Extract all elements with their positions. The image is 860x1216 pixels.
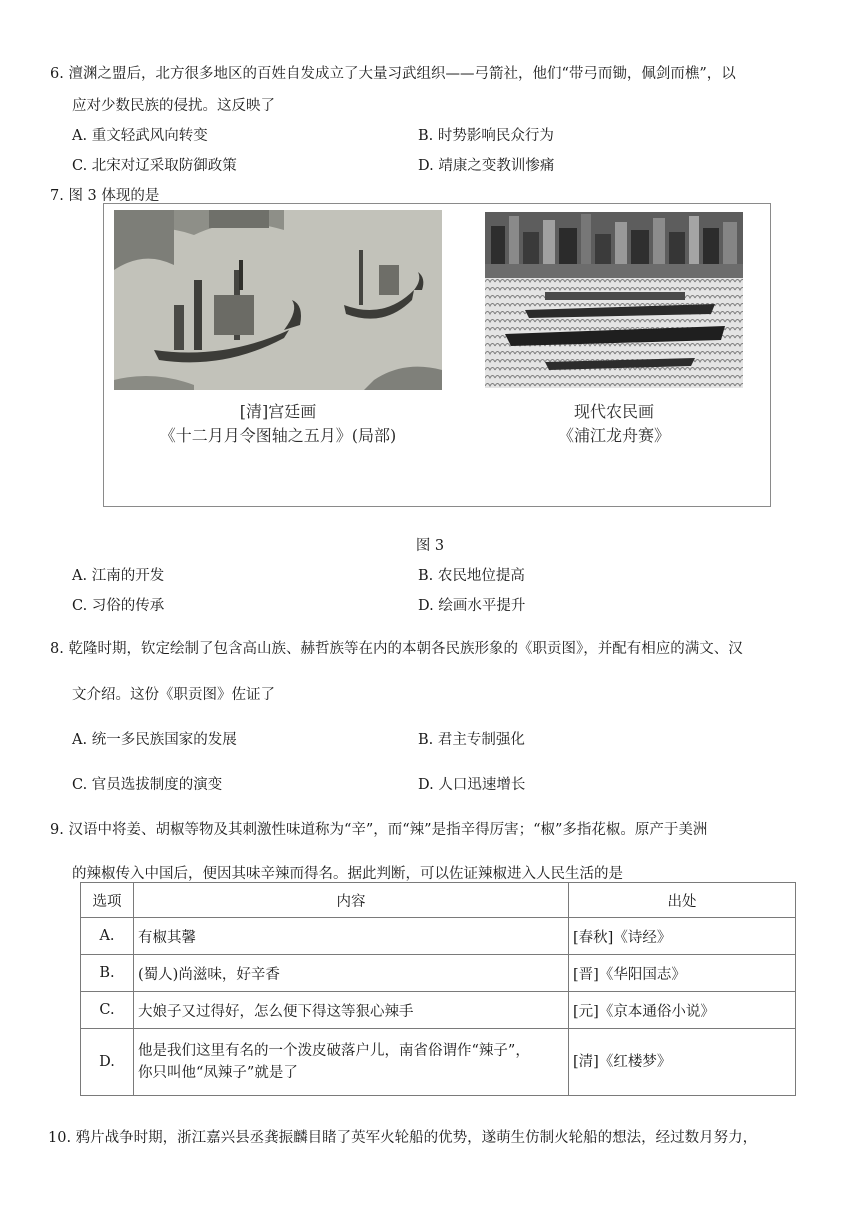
row-b-option: B. [81, 955, 134, 992]
row-c-source: [元]《京本通俗小说》 [569, 992, 796, 1029]
figure-3-label: 图 3 [415, 538, 445, 554]
q8-stem-line1: 8. 乾隆时期，钦定绘制了包含高山族、赫哲族等在内的本朝各民族形象的《职贡图》，并配有相应的满文、汉 [50, 641, 743, 657]
figure-3-frame [103, 203, 771, 507]
table-row [81, 1029, 796, 1096]
row-d-source: [清]《红楼梦》 [569, 1029, 796, 1096]
left-caption-line1: [清]宫廷画 [239, 402, 317, 421]
q6-stem-line2: 应对少数民族的侵扰。这反映了 [72, 98, 275, 114]
pujiang-peasant-painting-image [485, 212, 743, 388]
q6-option-c: C. 北宋对辽采取防御政策 [72, 158, 237, 174]
table-row [81, 918, 796, 955]
row-d-option: D. [81, 1029, 134, 1096]
row-d-content [134, 1029, 569, 1096]
header-option: 选项 [81, 883, 134, 918]
q8-option-a: A. 统一多民族国家的发展 [72, 732, 237, 748]
q7-stem: 7. 图 3 体现的是 [50, 188, 160, 204]
table-header-row [81, 883, 796, 918]
q7-option-a: A. 江南的开发 [72, 568, 165, 584]
q7-option-b: B. 农民地位提高 [418, 568, 525, 584]
row-d-content-line1: 他是我们这里有名的一个泼皮破落户儿，南省俗谓作“辣子”， [138, 1043, 530, 1059]
q6-option-b: B. 时势影响民众行为 [418, 128, 554, 144]
left-caption-line2: 《十二月月令图轴之五月》(局部) [159, 426, 397, 445]
qing-painting-illustration [114, 210, 442, 390]
q8-option-c: C. 官员选拔制度的演变 [72, 777, 223, 793]
row-d-content-line2: 你只叫他“凤辣子”就是了 [138, 1065, 298, 1081]
header-source: 出处 [569, 883, 796, 918]
q6-stem-line1: 6. 澶渊之盟后，北方很多地区的百姓自发成立了大量习武组织——弓箭社，他们“带弓而锄，佩剑而樵”，以 [50, 66, 736, 82]
row-c-content: 大娘子又过得好，怎么便下得这等狠心辣手 [134, 992, 569, 1029]
q8-option-b: B. 君主专制强化 [418, 732, 525, 748]
q8-option-d: D. 人口迅速增长 [418, 777, 526, 793]
row-a-option: A. [81, 918, 134, 955]
row-b-source: [晋]《华阳国志》 [569, 955, 796, 992]
q6-option-d: D. 靖康之变教训惨痛 [418, 158, 555, 174]
row-b-content: (蜀人)尚滋味，好辛香 [134, 955, 569, 992]
q7-option-d: D. 绘画水平提升 [418, 598, 526, 614]
header-content: 内容 [134, 883, 569, 918]
row-a-source: [春秋]《诗经》 [569, 918, 796, 955]
right-caption-line2: 《浦江龙舟赛》 [557, 426, 670, 445]
qing-court-painting-image [114, 210, 442, 390]
q9-options-table [80, 882, 796, 1096]
q10-stem-line1: 10. 鸦片战争时期，浙江嘉兴县丞龚振麟目睹了英军火轮船的优势，遂萌生仿制火轮船的想法，经过数月努力， [48, 1130, 758, 1146]
row-c-option: C. [81, 992, 134, 1029]
row-a-content: 有椒其馨 [134, 918, 569, 955]
q8-stem-line2: 文介绍。这份《职贡图》佐证了 [72, 687, 275, 703]
pujiang-painting-illustration [485, 212, 743, 388]
q9-stem-line1: 9. 汉语中将姜、胡椒等物及其刺激性味道称为“辛”，而“辣”是指辛得厉害；“椒”多指花椒。原产于美洲 [50, 822, 708, 838]
table-row [81, 955, 796, 992]
table-row [81, 992, 796, 1029]
q7-option-c: C. 习俗的传承 [72, 598, 165, 614]
q6-option-a: A. 重文轻武风向转变 [72, 128, 208, 144]
right-caption-line1: 现代农民画 [573, 402, 654, 421]
q9-stem-line2: 的辣椒传入中国后，便因其味辛辣而得名。据此判断，可以佐证辣椒进入人民生活的是 [72, 866, 623, 882]
